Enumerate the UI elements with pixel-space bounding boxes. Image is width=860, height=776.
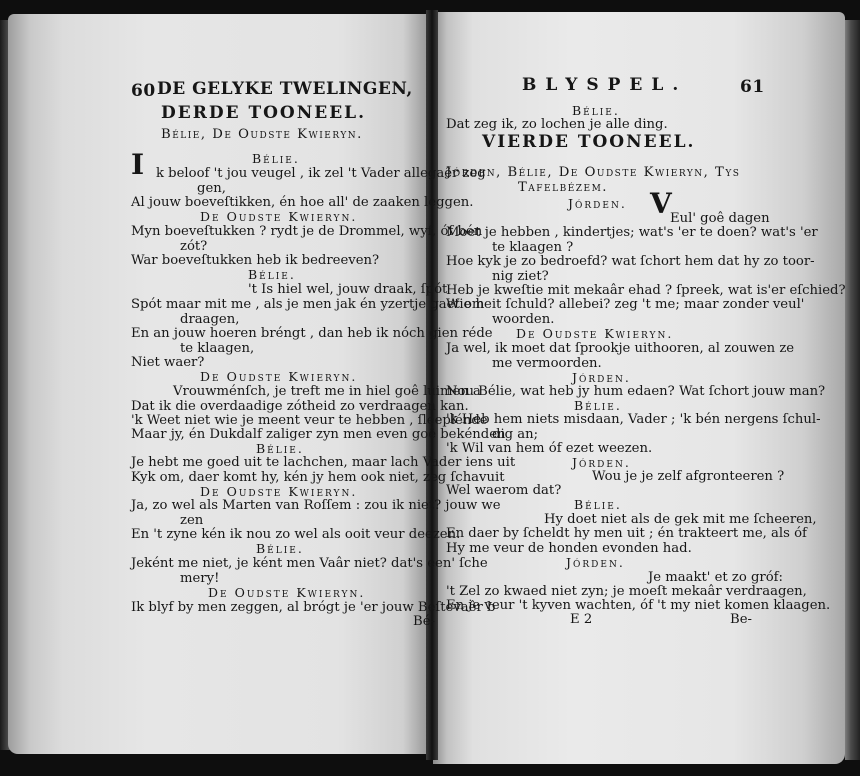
left-text-line: mery!	[180, 571, 220, 586]
right-text-line: Moet je hebben , kindertjes; wat's 'er te doen? wat's 'er	[446, 225, 818, 240]
left-text-line: te klaagen,	[180, 341, 255, 356]
left-text-line: Myn boeveſtukken ? rydt je de Drommel, wyf, óf bén	[131, 224, 483, 239]
left-text-line: Dat ik die overdaadige zótheid zo verdraagen kan.	[131, 399, 469, 414]
right-text-line: Hoe kyk je zo bedroefd? wat ſchort hem dat hy zo toor-	[446, 254, 815, 269]
left-text-line: Je hebt me goed uit te lachchen, maar lach Vader iens uit	[131, 455, 516, 470]
right-scene-heading: VIERDE TOONEEL.	[482, 132, 696, 152]
right-speaker-line: Jórden.	[572, 370, 631, 385]
left-text-line: draagen,	[180, 312, 240, 327]
right-speaker-line: Bélie.	[574, 398, 622, 413]
right-speaker-line: Jórden.	[566, 555, 625, 570]
left-text-line: En an jouw hoeren bréngt , dan heb ik nóch gien réde	[131, 326, 493, 341]
left-text-line: Bé-	[413, 614, 435, 629]
page-stack-edge	[845, 20, 860, 760]
right-running-head: BLYSPEL.	[522, 75, 688, 95]
right-text-line: dig an;	[492, 427, 539, 442]
left-text-line: Maar jy, én Dukdalf zaliger zyn men even goê bekénden	[131, 427, 506, 442]
right-text-line: 'k Wil van hem óf ezet weezen.	[446, 441, 653, 456]
right-text-line: En je veur 't kyven wachten, óf 't my niet komen klaagen.	[446, 598, 831, 613]
left-text-line: Al jouw boeveſtikken, én hoe all' de zaaken leggen.	[131, 195, 474, 210]
right-text-line: Hy doet niet als de gek mit me ſcheeren,	[544, 512, 817, 527]
right-speaker-line: Jórden.	[572, 455, 631, 470]
left-text-line: Vrouwménſch, je treft me in hiel goê luimen a	[173, 384, 481, 399]
left-text-line: gen,	[197, 181, 226, 196]
right-text-line: Ja wel, ik moet dat ſprookje uithooren, al zouwen ze	[446, 341, 795, 356]
right-text-line: Wie heit ſchuld? allebei? zeg 't me; maar zonder veul'	[446, 297, 805, 312]
left-speaker-line: Bélie.	[256, 541, 304, 556]
right-text-line: me vermoorden.	[492, 356, 602, 371]
right-speaker-line: Bélie.	[574, 497, 622, 512]
left-text-line: k beloof 't jou veugel , ik zel 't Vader allegaêr zeg	[156, 166, 486, 181]
right-text-line: 'k Heb hem niets misdaan, Vader ; 'k bén nergens ſchul-	[446, 412, 821, 427]
right-text-line: Heb je kweſtie mit mekaâr ehad ? ſpreek, wat is'er eſchied?	[446, 283, 846, 298]
right-text-line: En daer by ſcheldt hy men uit ; én trakteert me, als óf	[446, 526, 807, 541]
right-text-line: E 2	[570, 612, 593, 627]
left-speaker-line: Bélie.	[248, 267, 296, 282]
right-text-line: Dat zeg ik, zo lochen je alle ding.	[446, 117, 668, 132]
right-text-line: Nou Bélie, wat heb jy hum edaen? Wat ſchort jouw man?	[446, 384, 826, 399]
left-speaker-line: Bélie.	[252, 151, 300, 166]
left-text-line: 't Is hiel wel, jouw draak, ſpót	[248, 282, 448, 297]
right-speaker-line: Jórden.	[568, 196, 627, 211]
left-text-line: zót?	[180, 239, 208, 254]
right-text-line: Tafelbézem.	[518, 180, 609, 195]
right-text-line: Je maakt' et zo gróf:	[648, 570, 784, 585]
right-speaker-line: De Oudste Kwieryn.	[516, 326, 674, 341]
left-speaker-line: De Oudste Kwieryn.	[200, 369, 358, 384]
left-text-line: Jeként me niet, je ként men Vaâr niet? dat's een' ſche	[131, 556, 488, 571]
right-text-line: Hy me veur de honden evonden had.	[446, 541, 692, 556]
left-text-line: Niet waer?	[131, 355, 205, 370]
right-text-line: Wel waerom dat?	[446, 483, 562, 498]
left-text-line: 'k Weet niet wie je meent veur te hebben , ſleeplénde	[131, 413, 488, 428]
right-text-line: nig ziet?	[492, 269, 549, 284]
left-text-line: Ja, zo wel als Marten van Roſſem : zou ik niet? jouw we	[131, 498, 501, 513]
left-page-number: 60	[131, 81, 156, 101]
left-scene-heading: DERDE TOONEEL.	[161, 103, 367, 123]
right-text-line: te klaagen ?	[492, 240, 574, 255]
left-speaker-line: Bélie.	[256, 441, 304, 456]
right-text-line: Eul' goê dagen	[670, 211, 770, 226]
left-text-line: zen	[180, 513, 204, 528]
left-running-head: DE GELYKE TWELINGEN,	[157, 79, 413, 99]
right-speaker-line: Bélie.	[572, 103, 620, 118]
left-speaker-line: De Oudste Kwieryn.	[200, 209, 358, 224]
right-text-line: 't Zel zo kwaed niet zyn; je moeſt mekaâr verdraagen,	[446, 584, 807, 599]
left-text-line: Spót maar mit me , als je men jak én yzertje gaet om	[131, 297, 485, 312]
right-text-line: Wou je je zelf afgronteeren ?	[592, 469, 785, 484]
right-text-line: woorden.	[492, 312, 555, 327]
left-text-line: Ik blyf by men zeggen, al brógt je 'er jouw Beſtevaêr b	[131, 600, 496, 615]
left-text-line: En 't zyne kén ik nou zo wel als ooit veur deezen.	[131, 527, 461, 542]
right-text-line: Be-	[730, 612, 752, 627]
left-speaker-line: De Oudste Kwieryn.	[200, 484, 358, 499]
left-speaker-line: De Oudste Kwieryn.	[208, 585, 366, 600]
drop-cap-v: V	[650, 187, 672, 220]
drop-cap-i: I	[131, 148, 145, 181]
right-page-number: 61	[740, 77, 765, 97]
right-text-line: Jórden, Bélie, De Oudste Kwieryn, Tys	[446, 165, 741, 180]
left-text-line: Kyk om, daer komt hy, kén jy hem ook niet, zeg ſchavuit	[131, 470, 505, 485]
left-text-line: War boeveſtukken heb ik bedreeven?	[131, 253, 380, 268]
left-character-list: Bélie, De Oudste Kwieryn.	[161, 127, 363, 142]
